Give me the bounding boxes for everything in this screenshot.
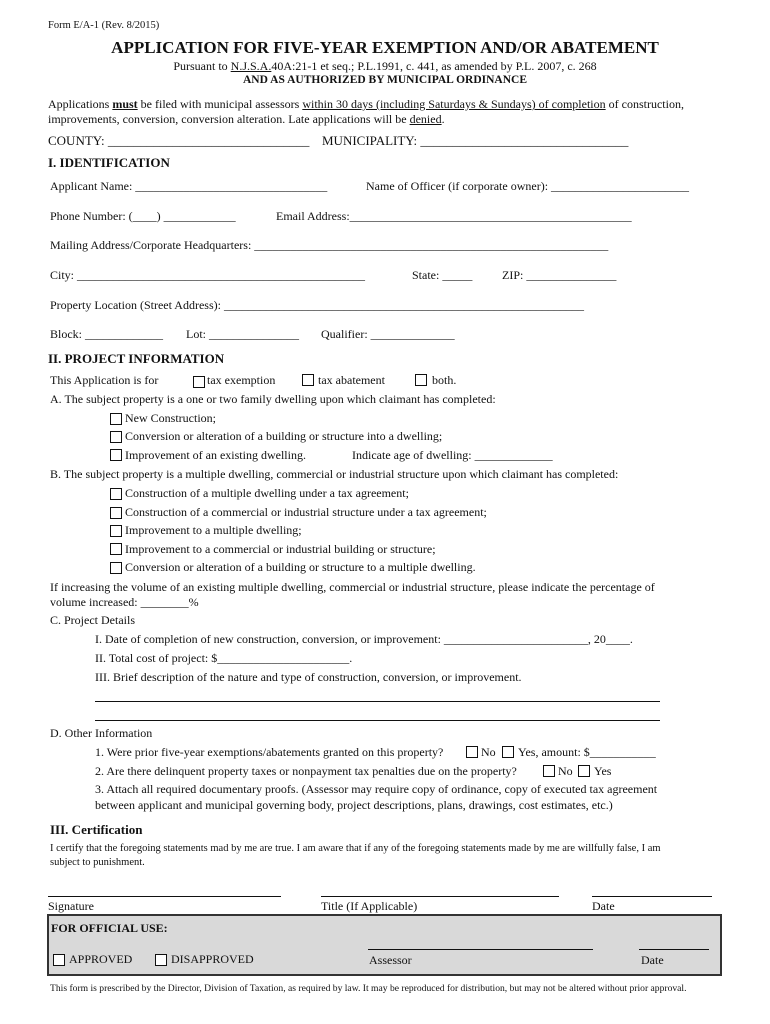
intro-line-1: Applications must be filed with municipal assessors within 30 days (including Saturdays & Sundays) of completion of construction, [48,97,684,111]
county-field[interactable]: COUNTY: _______________________________ [48,133,310,148]
prior-yes-checkbox[interactable] [502,746,514,758]
official-use-label: FOR OFFICIAL USE: [51,921,168,935]
pursuant-line: Pursuant to N.J.S.A.40A:21-1 et seq.; P.L.1991, c. 441, as amended by P.L. 2007, c. 268 [173,59,597,73]
lot-field[interactable]: Lot: _______________ [186,327,299,341]
a-item-label: New Construction; [125,411,216,425]
approved-checkbox[interactable] [53,954,65,966]
other-information-title: D. Other Information [50,726,153,740]
tax-exemption-checkbox[interactable] [193,376,205,388]
municipality-field[interactable]: MUNICIPALITY: ________________________________ [322,133,629,148]
both-label: both. [432,373,457,387]
official-date-line[interactable] [639,949,709,950]
block-field[interactable]: Block: _____________ [50,327,163,341]
b-item-label: Construction of a multiple dwelling under a tax agreement; [125,486,409,500]
completion-date-field[interactable]: I. Date of completion of new construction, conversion, or improvement: ________________________, 20____. [95,632,633,646]
both-checkbox[interactable] [415,374,427,386]
a-item-label: Improvement of an existing dwelling. [125,448,306,462]
section-b-intro: B. The subject property is a multiple dwelling, commercial or industrial structure upon which claimant has completed: [50,467,619,481]
description-line-1[interactable] [95,701,660,702]
improvement-commercial-checkbox[interactable] [110,543,122,555]
email-field[interactable]: Email Address:_______________________________________________ [276,209,632,223]
date-line[interactable] [592,896,712,897]
delinquent-taxes-question: 2. Are there delinquent property taxes or nonpayment tax penalties due on the property? [95,764,517,778]
prior-exemptions-question: 1. Were prior five-year exemptions/abatements granted on this property? [95,745,444,759]
conversion-dwelling-checkbox[interactable] [110,431,122,443]
assessor-label: Assessor [369,953,412,967]
description-label: III. Brief description of the nature and type of construction, conversion, or improvement. [95,670,522,684]
official-date-label: Date [641,953,664,967]
description-line-2[interactable] [95,720,660,721]
qualifier-field[interactable]: Qualifier: ______________ [321,327,455,341]
prior-no-label: No [481,745,496,759]
tax-abatement-label: tax abatement [318,373,385,387]
improvement-dwelling-checkbox[interactable] [110,449,122,461]
improvement-multiple-checkbox[interactable] [110,525,122,537]
assessor-line[interactable] [368,949,593,950]
intro-line-2: improvements, conversion, conversion alteration. Late applications will be denied. [48,112,445,126]
documentary-proofs-line-2: between applicant and municipal governing body, project descriptions, plans, drawings, cost estimates, etc.) [95,798,613,812]
applicant-name-field[interactable]: Applicant Name: ________________________________ [50,179,328,193]
zip-field[interactable]: ZIP: _______________ [502,268,617,282]
b-item-label: Conversion or alteration of a building or structure to a multiple dwelling. [125,560,476,574]
phone-field[interactable]: Phone Number: (____) ____________ [50,209,236,223]
certification-line-1: I certify that the foregoing statements mad by me are true. I am aware that if any of the foregoing statements made by me are willfully false, I am [50,843,661,854]
delinquent-yes-checkbox[interactable] [578,765,590,777]
section-a-intro: A. The subject property is a one or two family dwelling upon which claimant has completed: [50,392,496,406]
disapproved-checkbox[interactable] [155,954,167,966]
section-project-information: II. PROJECT INFORMATION [48,351,225,366]
project-details-title: C. Project Details [50,613,135,627]
title-line[interactable] [321,896,559,897]
b-item-label: Construction of a commercial or industrial structure under a tax agreement; [125,505,487,519]
signature-label: Signature [48,899,94,913]
mailing-address-field[interactable]: Mailing Address/Corporate Headquarters: ___________________________________________________________ [50,238,609,252]
city-field[interactable]: City: ________________________________________________ [50,268,366,282]
section-identification: I. IDENTIFICATION [48,155,170,170]
commercial-structure-checkbox[interactable] [110,507,122,519]
delinquent-no-label: No [558,764,573,778]
a-item-label: Conversion or alteration of a building or structure into a dwelling; [125,429,443,443]
approved-label: APPROVED [69,952,133,966]
disapproved-label: DISAPPROVED [171,952,254,966]
b-item-label: Improvement to a multiple dwelling; [125,523,302,537]
page-title: APPLICATION FOR FIVE-YEAR EXEMPTION AND/OR ABATEMENT [111,38,659,57]
application-for-label: This Application is for [50,373,159,387]
tax-exemption-label: tax exemption [207,373,276,387]
delinquent-yes-label: Yes [594,764,612,778]
signature-line[interactable] [48,896,281,897]
prior-yes-amount-field[interactable]: Yes, amount: $___________ [518,745,656,759]
documentary-proofs-line-1: 3. Attach all required documentary proofs. (Assessor may require copy of ordinance, copy of executed tax agreement [95,782,658,796]
certification-line-2: subject to punishment. [50,857,145,868]
state-field[interactable]: State: _____ [412,268,473,282]
volume-line-1: If increasing the volume of an existing multiple dwelling, commercial or industrial structure, please indicate the percentage of [50,580,655,594]
authorized-line: AND AS AUTHORIZED BY MUNICIPAL ORDINANCE [242,74,528,86]
footer-note: This form is prescribed by the Director, Division of Taxation, as required by law. It may be reproduced for distribution, but may not be altered without prior approval. [50,983,687,994]
date-label: Date [592,899,615,913]
b-item-label: Improvement to a commercial or industrial building or structure; [125,542,436,556]
delinquent-no-checkbox[interactable] [543,765,555,777]
tax-abatement-checkbox[interactable] [302,374,314,386]
total-cost-field[interactable]: II. Total cost of project: $______________________. [95,651,353,665]
new-construction-checkbox[interactable] [110,413,122,425]
conversion-multiple-checkbox[interactable] [110,562,122,574]
volume-increased-field[interactable]: volume increased: ________% [50,595,199,609]
officer-name-field[interactable]: Name of Officer (if corporate owner): _______________________ [366,179,690,193]
multiple-dwelling-checkbox[interactable] [110,488,122,500]
dwelling-age-field[interactable]: Indicate age of dwelling: _____________ [352,448,553,462]
section-certification: III. Certification [50,822,143,837]
title-label: Title (If Applicable) [321,899,418,913]
form-id: Form E/A-1 (Rev. 8/2015) [48,20,160,31]
property-location-field[interactable]: Property Location (Street Address): ____________________________________________________________ [50,298,584,312]
prior-no-checkbox[interactable] [466,746,478,758]
